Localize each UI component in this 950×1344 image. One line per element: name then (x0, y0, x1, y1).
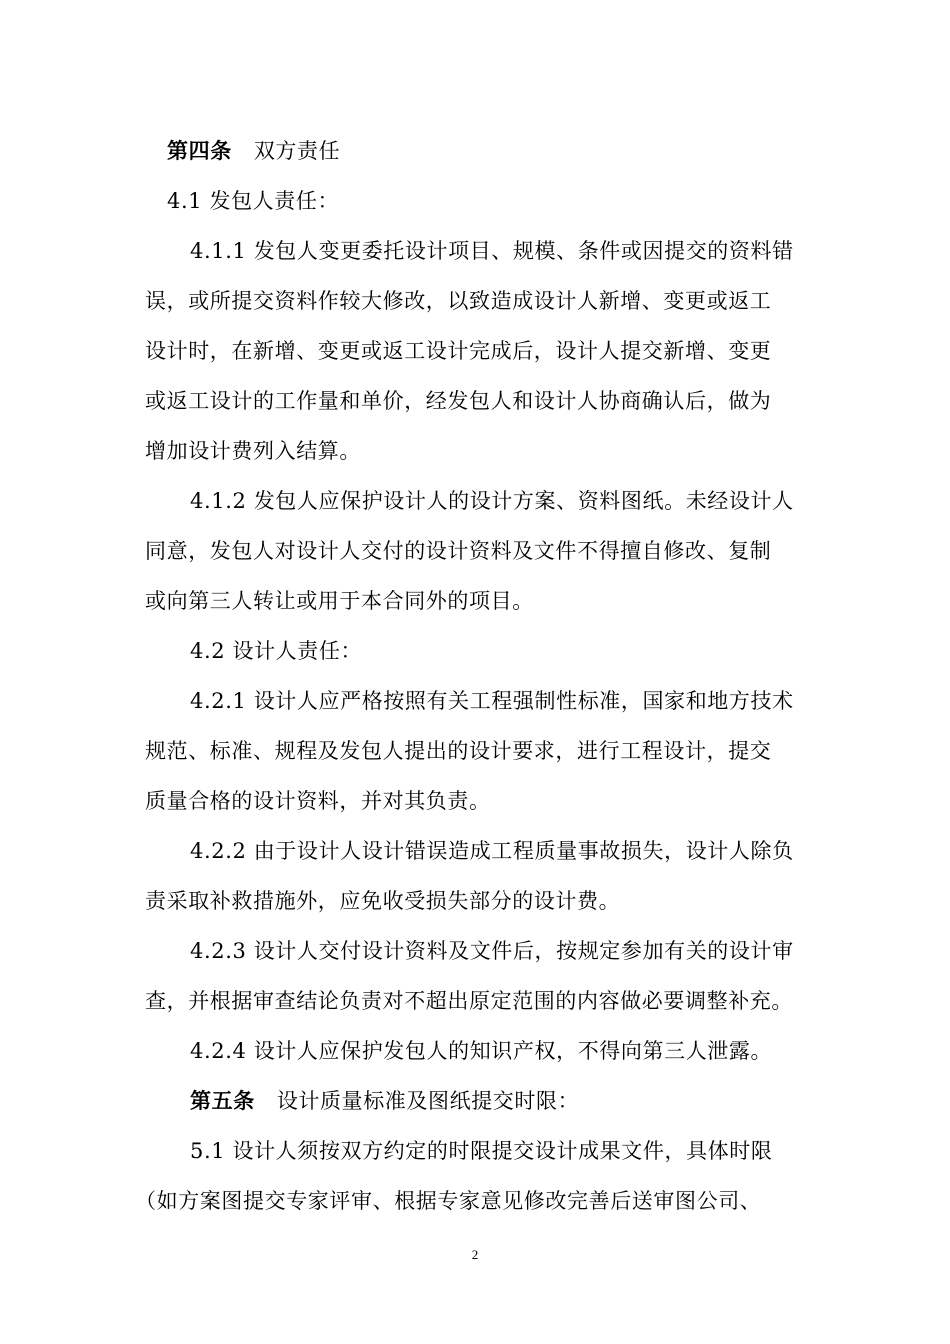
paragraph-4-2-4: 4.2.4 设计人应保护发包人的知识产权，不得向第三人泄露。 (190, 1039, 773, 1063)
paragraph-4-2-2-line: 责采取补救措施外，应免收受损失部分的设计费。 (145, 889, 621, 913)
paragraph-4-2-1-line: 质量合格的设计资料，并对其负责。 (145, 789, 491, 813)
paragraph-4-2-1-line: 规范、标准、规程及发包人提出的设计要求，进行工程设计，提交 (145, 739, 772, 763)
paragraph-4-2-1-line: 4.2.1 设计人应严格按照有关工程强制性标准，国家和地方技术 (190, 689, 794, 713)
paragraph-4-1-2-line: 或向第三人转让或用于本合同外的项目。 (145, 589, 534, 613)
paragraph-4-1-2-line: 4.1.2 发包人应保护设计人的设计方案、资料图纸。未经设计人 (190, 489, 794, 513)
article-4-title: 双方责任 (253, 139, 341, 163)
paragraph-4-1-1-line: 增加设计费列入结算。 (145, 439, 361, 463)
article-5-title: 设计质量标准及图纸提交时限： (276, 1089, 580, 1113)
paragraph-5-1-line: （如方案图提交专家评审、根据专家意见修改完善后送审图公司、 (135, 1189, 762, 1213)
paragraph-4-2-3-line: 查，并根据审查结论负责对不超出原定范围的内容做必要调整补充。 (145, 989, 793, 1013)
paragraph-4-1-1-line: 或返工设计的工作量和单价，经发包人和设计人协商确认后，做为 (145, 389, 772, 413)
paragraph-4-1-1-line: 误，或所提交资料作较大修改，以致造成设计人新增、变更或返工 (145, 289, 772, 313)
paragraph-4-1-1-line: 设计时，在新增、变更或返工设计完成后，设计人提交新增、变更 (145, 339, 772, 363)
article-5-heading (190, 1088, 579, 1114)
article-4-label: 第四条 (167, 138, 232, 163)
section-4-2-heading: 4.2 设计人责任： (190, 639, 363, 663)
article-4-heading (167, 138, 340, 164)
page-number: 2 (471, 1247, 479, 1262)
paragraph-4-2-2-line: 4.2.2 由于设计人设计错误造成工程质量事故损失，设计人除负 (190, 839, 794, 863)
paragraph-4-2-3-line: 4.2.3 设计人交付设计资料及文件后，按规定参加有关的设计审 (190, 939, 794, 963)
section-4-1-heading: 4.1 发包人责任： (167, 189, 340, 213)
paragraph-4-1-2-line: 同意，发包人对设计人交付的设计资料及文件不得擅自修改、复制 (145, 539, 772, 563)
paragraph-5-1-line: 5.1 设计人须按双方约定的时限提交设计成果文件，具体时限 (190, 1139, 773, 1163)
article-5-label: 第五条 (190, 1088, 255, 1113)
paragraph-4-1-1-line: 4.1.1 发包人变更委托设计项目、规模、条件或因提交的资料错 (190, 239, 794, 263)
